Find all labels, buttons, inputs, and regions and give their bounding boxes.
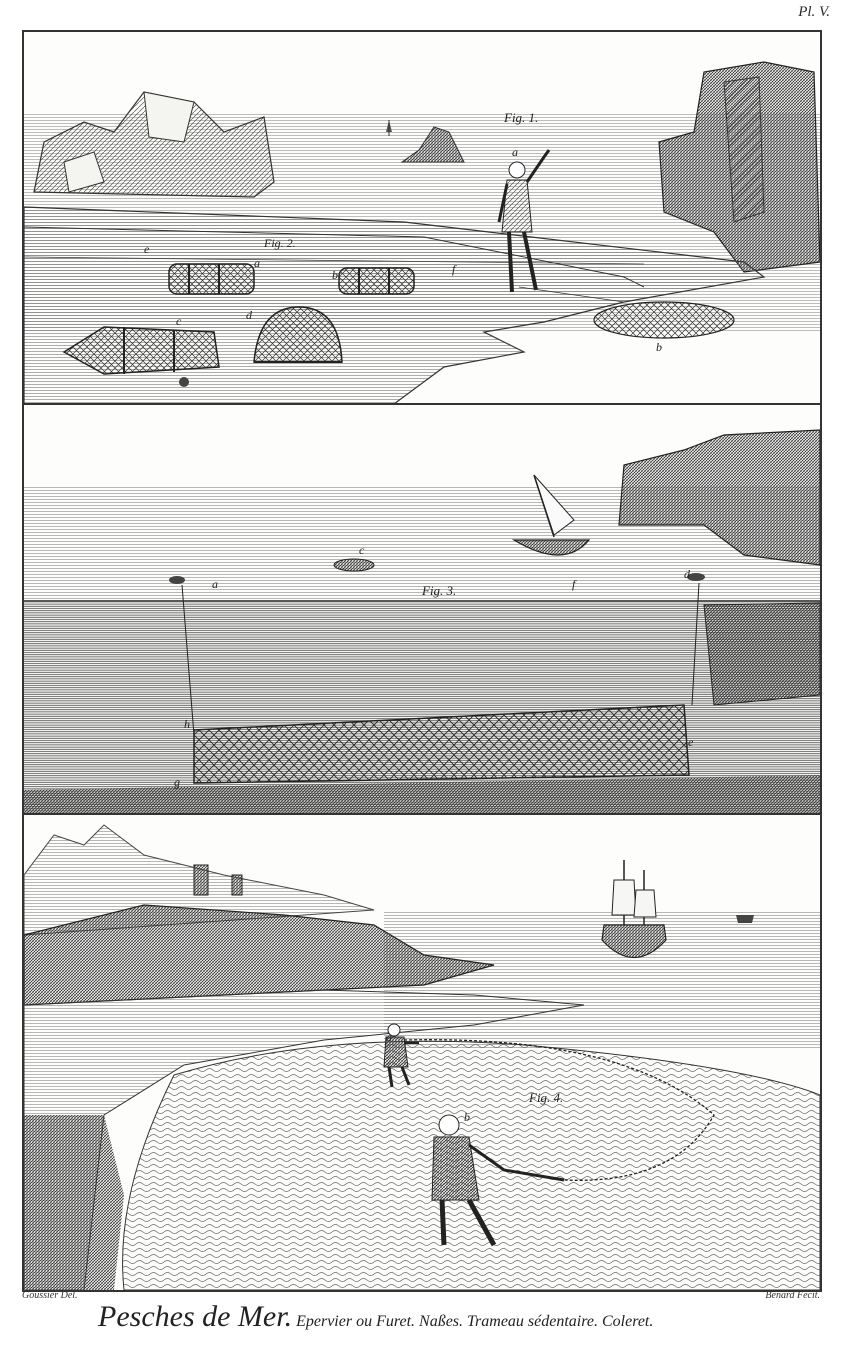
distant-ship: [736, 915, 754, 923]
credit-draftsman: Goussier Del.: [22, 1290, 78, 1301]
title-main: Pesches de Mer.: [98, 1300, 293, 1333]
panel-fig-3: [22, 403, 822, 815]
panel-3-engraving: [24, 405, 820, 813]
fish-trap-b: [339, 268, 414, 294]
fig-3-label: Fig. 3.: [422, 583, 457, 598]
label-a2: a: [254, 256, 260, 270]
label-d: d: [246, 308, 252, 322]
plate-number: Pl. V.: [798, 4, 830, 20]
label-a: a: [386, 1030, 392, 1044]
panel-fig-4: [22, 813, 822, 1292]
fig-4-label: Fig. 4.: [529, 1090, 564, 1105]
label-h: h: [184, 717, 190, 731]
left-rocks: [34, 92, 274, 197]
label-c: c: [359, 543, 365, 557]
label-b: b: [656, 340, 662, 354]
label-e: e: [144, 242, 150, 256]
label-b2: b: [332, 268, 338, 282]
small-boat: [334, 559, 374, 571]
dark-bank: [24, 1115, 124, 1290]
cast-net: [594, 302, 734, 338]
label-c: c: [176, 314, 182, 328]
label-a: a: [512, 145, 518, 159]
open-sea: [384, 910, 820, 1050]
plate-title: [98, 1300, 830, 1334]
sailing-ship: [602, 860, 666, 958]
panel-1-engraving: [24, 32, 820, 404]
label-g: g: [174, 775, 180, 789]
label-e: e: [688, 735, 694, 749]
fish-trap-a: [169, 264, 254, 294]
credit-engraver: Benard Fecit.: [765, 1290, 820, 1301]
title-subtitle: Epervier ou Furet. Naßes. Trameau sédentaire. Coleret.: [296, 1313, 654, 1330]
fig-1-label: Fig. 1.: [504, 110, 539, 125]
panel-fig-1: [22, 30, 822, 406]
label-a: a: [212, 577, 218, 591]
label-d: d: [684, 567, 690, 581]
float-a: [169, 576, 185, 584]
label-f: f: [572, 577, 576, 591]
panel-4-engraving: [24, 815, 820, 1290]
underwater-cliff: [704, 603, 820, 705]
label-fig-2: Fig. 2.: [264, 236, 296, 250]
label-f: f: [452, 262, 456, 276]
label-b: b: [464, 1110, 470, 1124]
